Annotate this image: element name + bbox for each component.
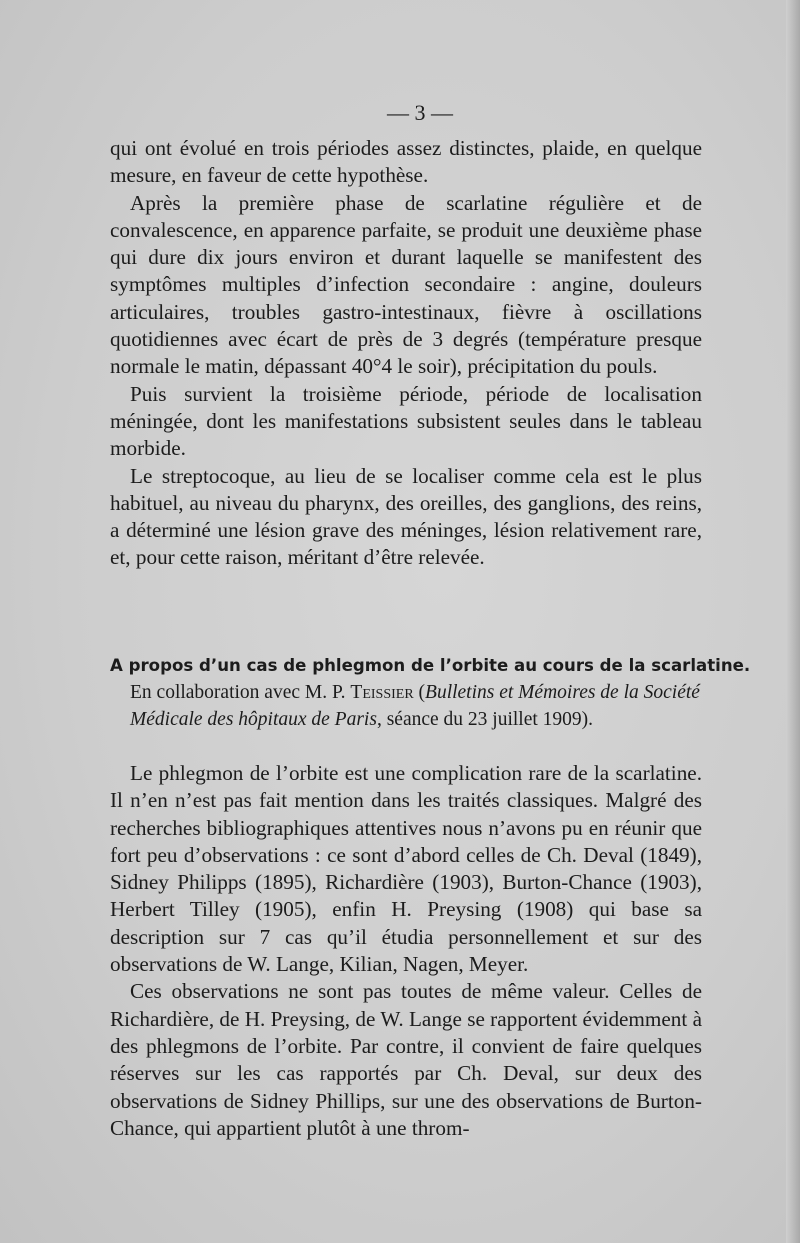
- paragraph: Ces observations ne sont pas toutes de même valeur. Celles de Richardière, de H. Preysing, de W. Lange se rapportent évidemment à des phlegmons de l’orbite. Par contre, il convient de faire quelques réserves sur les cas rapportés par Ch. Deval, sur deux des observations de Sidney Phillips, sur une des observations de Burton-Chance, qui appartient plutôt à une throm-: [110, 979, 702, 1140]
- citation-block: [110, 652, 751, 733]
- paragraph: Le streptocoque, au lieu de se localiser comme cela est le plus habituel, au niveau du pharynx, des oreilles, des ganglions, des reins, a déterminé une lésion grave des méninges, lésion relativement rare, et, pour cette raison, méritant d’être relevée.: [110, 463, 702, 570]
- citation-session: , séance du 23 juillet 1909).: [376, 709, 594, 730]
- paragraph: qui ont évolué en trois périodes assez distinctes, plaide, en quelque mesure, en faveur de cette hypothèse.: [110, 136, 702, 188]
- paragraph: Après la première phase de scarlatine régulière et de convalescence, en apparence parfaite, se produit une deuxième phase qui dure dix jours environ et durant laquelle se manifestent des symptômes multiples d’infection secondaire : angine, douleurs articulaires, troubles gastro-intestinaux, fièvre à oscillations quotidiennes avec écart de près de 3 degrés (température presque normale le matin, dépassant 40°4 le soir), précipitation du pouls.: [110, 190, 702, 379]
- paragraph: Puis survient la troisième période, période de localisation méningée, dont les manifestations subsistent seules dans le tableau morbide.: [110, 381, 702, 461]
- page-edge-shadow: [786, 0, 800, 1243]
- citation-coauthor: Teissier: [350, 682, 414, 703]
- citation-intro: En collaboration avec M. P.: [130, 682, 346, 703]
- text-section-meningitis: [110, 135, 702, 572]
- text-section-phlegmon: [110, 760, 702, 1142]
- page-number: — 3 —: [387, 100, 453, 125]
- citation-title: A propos d’un cas de phlegmon de l’orbite au cours de la scarlatine.: [110, 656, 751, 675]
- paragraph: Le phlegmon de l’orbite est une complication rare de la scarlatine. Il n’en n’est pas fait mention dans les traités classiques. Malgré des recherches bibliographiques attentives nous n’avons pu en réunir que fort peu d’observations : ce sont d’abord celles de Ch. Deval (1849), Sidney Philipps (1895), Richardière (1903), Burton-Chance (1903), Herbert Tilley (1905), enfin H. Preysing (1908) qui base sa description sur 7 cas qu’il étudia personnellement et sur des observations de W. Lange, Kilian, Nagen, Meyer.: [110, 761, 702, 977]
- citation-journal: Bulletins et Mémoires de la Société Médicale des hôpitaux de Paris: [130, 682, 700, 730]
- citation-detail: En collaboration avec M. P. Teissier (Bulletins et Mémoires de la Société Médicale des hôpitaux de Paris, séance du 23 juillet 1909).: [130, 682, 700, 730]
